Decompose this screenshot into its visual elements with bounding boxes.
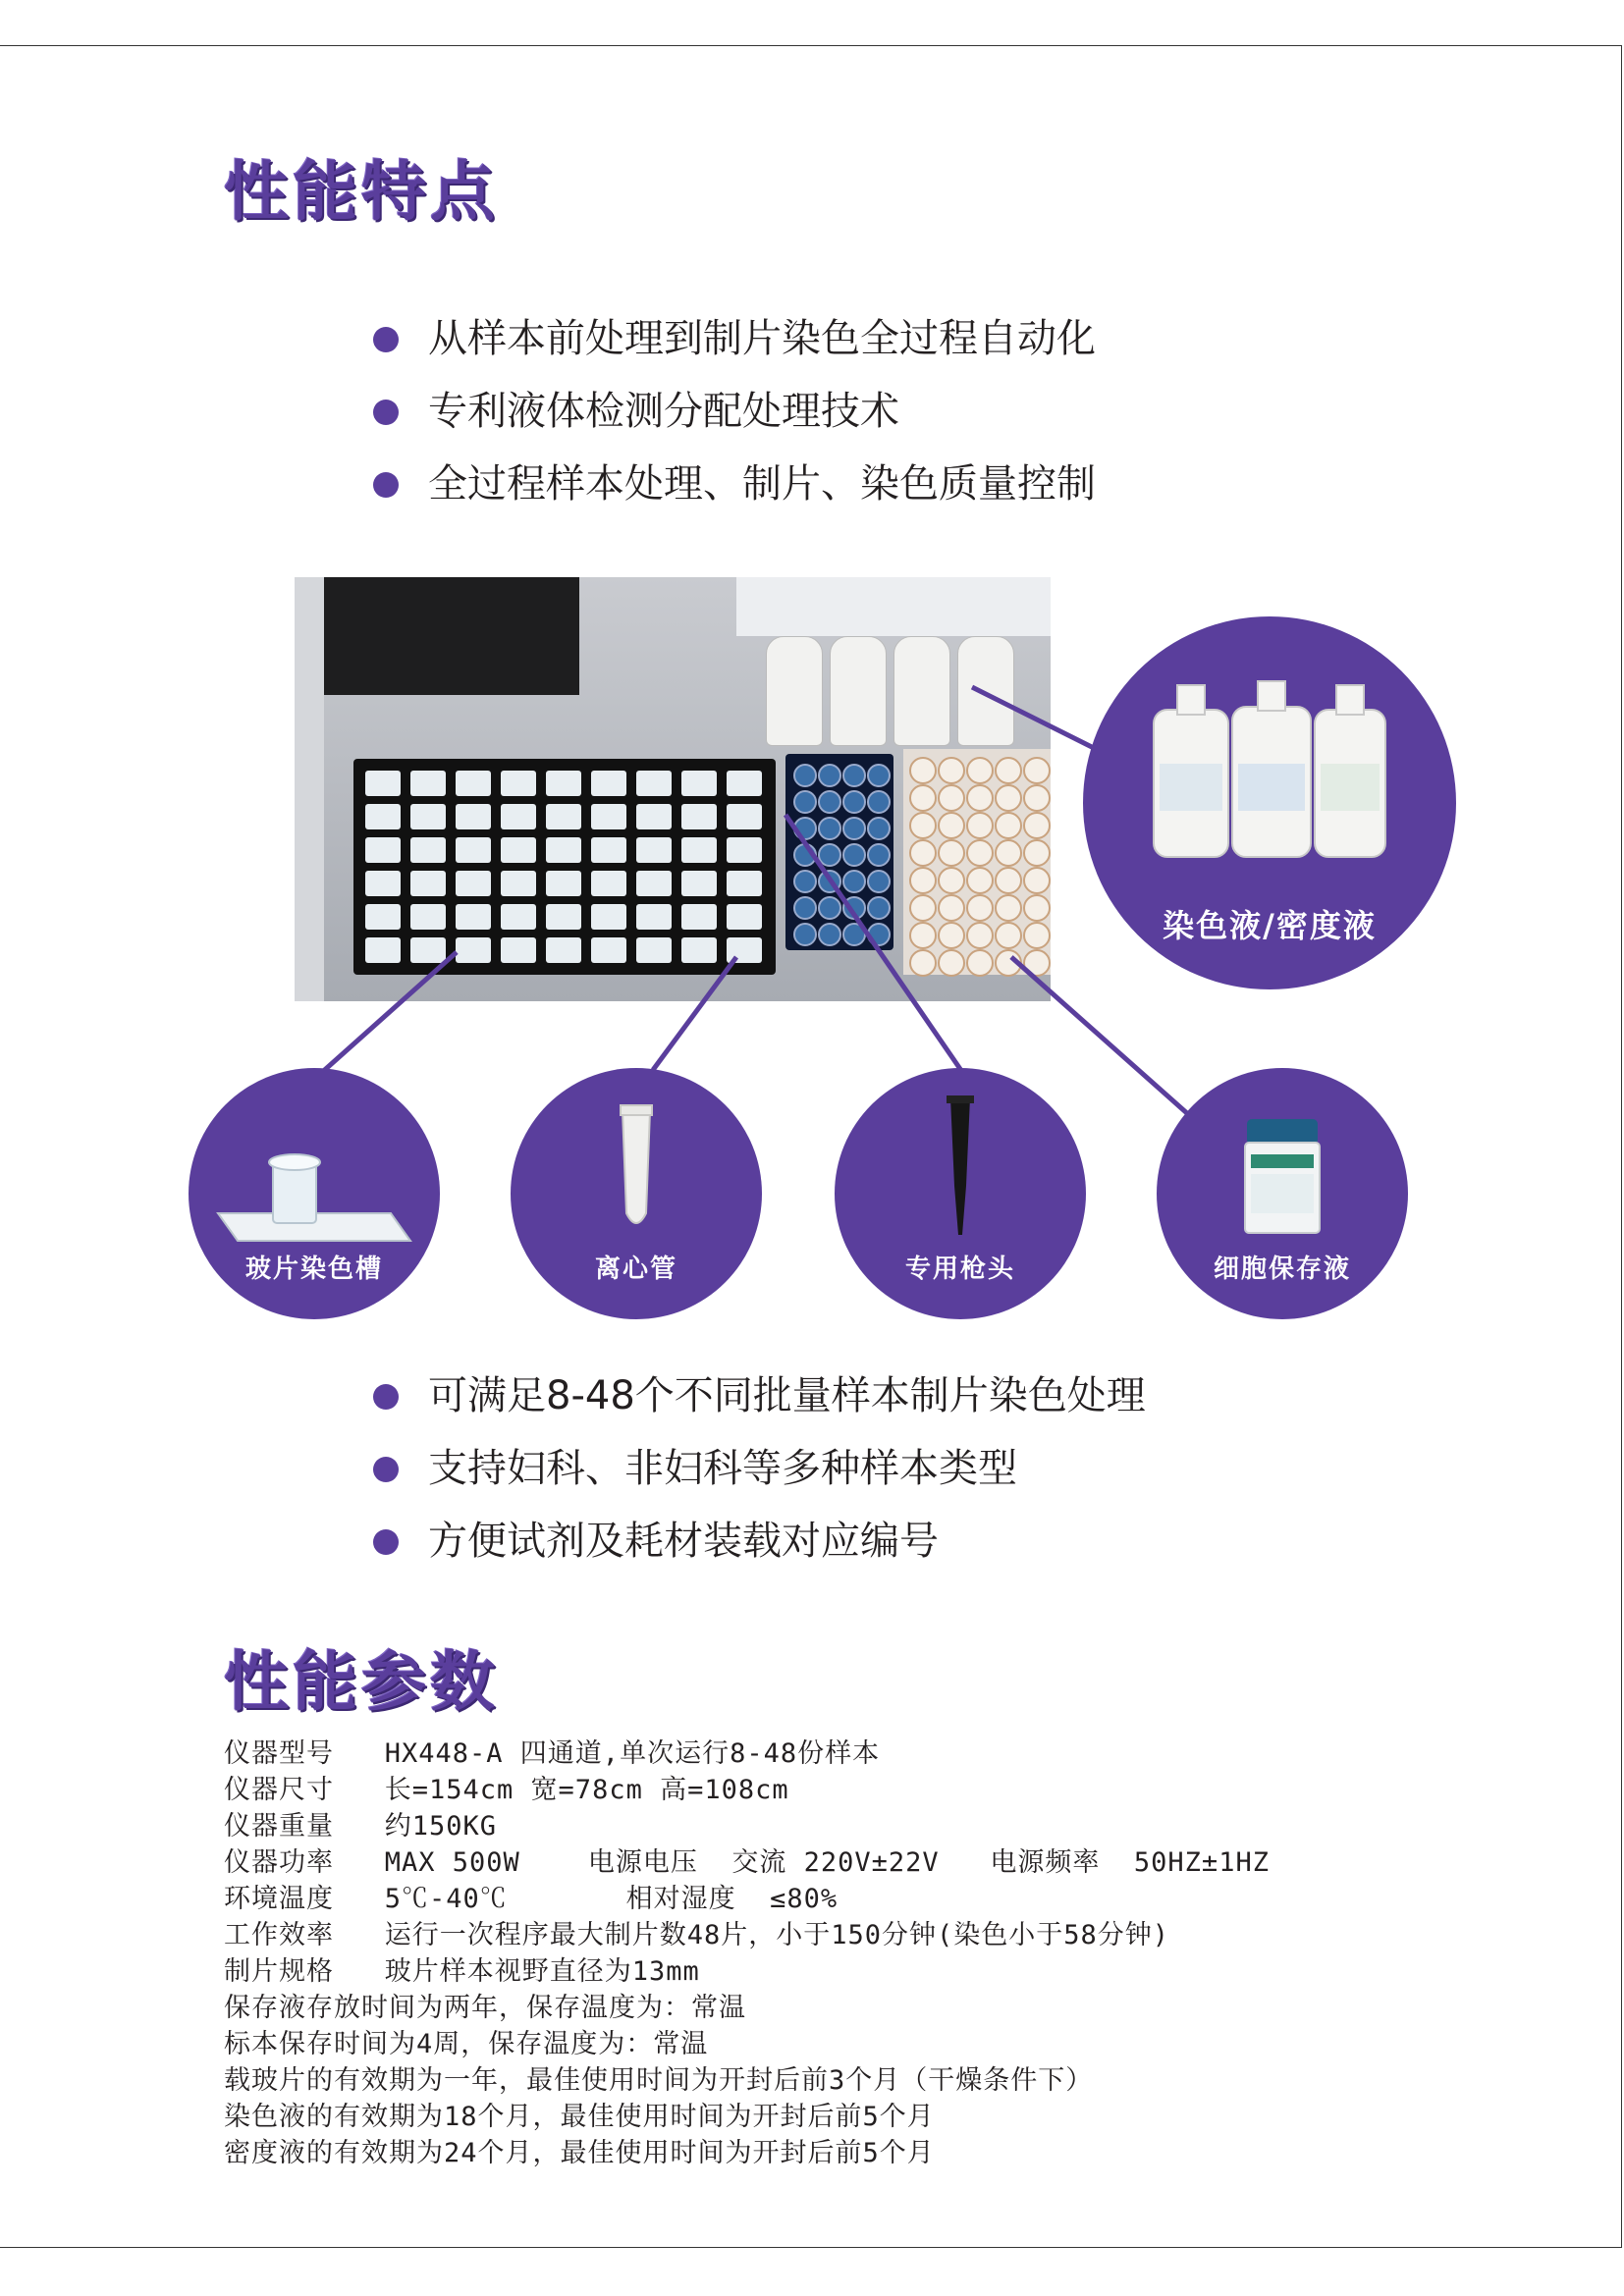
callout-pipette-tip (835, 1068, 1086, 1319)
feature-list (373, 302, 1096, 520)
callout-label: 染色液/密度液 (1163, 907, 1377, 944)
bullet-dot-icon (373, 400, 399, 425)
callout-label: 细胞保存液 (1213, 1255, 1351, 1284)
bullet-dot-icon (373, 472, 399, 498)
spec-row: 标本保存时间为4周，保存温度为：常温 (224, 2029, 709, 2059)
list-item (373, 1505, 1146, 1577)
instrument-photo (295, 577, 1051, 1001)
instrument-figure (187, 569, 1492, 1315)
spec-row: 制片规格 玻片样本视野直径为13mm (224, 1956, 700, 1987)
spec-row: 仪器型号 HX448-A 四通道,单次运行8-48份样本 (224, 1738, 881, 1769)
spec-row: 保存液存放时间为两年，保存温度为：常温 (224, 1993, 746, 2023)
callout-centrifuge-tube (511, 1068, 762, 1319)
spec-row: 仪器重量 约150KG (224, 1811, 498, 1842)
list-item-text: 方便试剂及耗材装载对应编号 (428, 1519, 939, 1564)
list-item-text: 从样本前处理到制片染色全过程自动化 (428, 316, 1096, 361)
list-item-text: 可满足8-48个不同批量样本制片染色处理 (428, 1373, 1146, 1418)
callout-slide-stain-tank (189, 1068, 440, 1319)
callout-label: 玻片染色槽 (244, 1255, 383, 1284)
callout-label: 离心管 (594, 1255, 677, 1284)
callout-label: 专用枪头 (904, 1255, 1015, 1284)
spec-row: 工作效率 运行一次程序最大制片数48片，小于150分钟(染色小于58分钟) (224, 1920, 1170, 1950)
slide-tray (353, 759, 776, 975)
spec-list (224, 1735, 1270, 2171)
callout-stain-density (1083, 616, 1456, 989)
spec-row: 仪器功率 MAX 500W 电源电压 交流 220V±22V 电源频率 50HZ±1HZ (224, 1847, 1270, 1878)
section-title-features: 性能特点 (224, 154, 499, 230)
capability-list (373, 1360, 1146, 1577)
bullet-dot-icon (373, 1384, 399, 1410)
spec-row: 仪器尺寸 长=154cm 宽=78cm 高=108cm (224, 1775, 789, 1805)
sample-cup-rack (903, 749, 1051, 975)
list-item (373, 448, 1096, 520)
list-item (373, 1432, 1146, 1505)
spec-row: 环境温度 5℃-40℃ 相对湿度 ≤80% (224, 1884, 839, 1914)
list-item-text: 全过程样本处理、制片、染色质量控制 (428, 461, 1096, 507)
list-item (373, 375, 1096, 448)
list-item-text: 支持妇科、非妇科等多种样本类型 (428, 1446, 1017, 1491)
spec-row: 载玻片的有效期为一年，最佳使用时间为开封后前3个月（干燥条件下） (224, 2065, 1094, 2096)
tube-rack (785, 754, 893, 950)
spec-row: 密度液的有效期为24个月，最佳使用时间为开封后前5个月 (224, 2138, 935, 2168)
bullet-dot-icon (373, 327, 399, 352)
bullet-dot-icon (373, 1529, 399, 1555)
callout-cell-preservation (1157, 1068, 1408, 1319)
spec-row: 染色液的有效期为18个月，最佳使用时间为开封后前5个月 (224, 2102, 935, 2132)
list-item (373, 302, 1096, 375)
bullet-dot-icon (373, 1457, 399, 1482)
section-title-parameters: 性能参数 (224, 1644, 499, 1720)
list-item (373, 1360, 1146, 1432)
list-item-text: 专利液体检测分配处理技术 (428, 389, 899, 434)
